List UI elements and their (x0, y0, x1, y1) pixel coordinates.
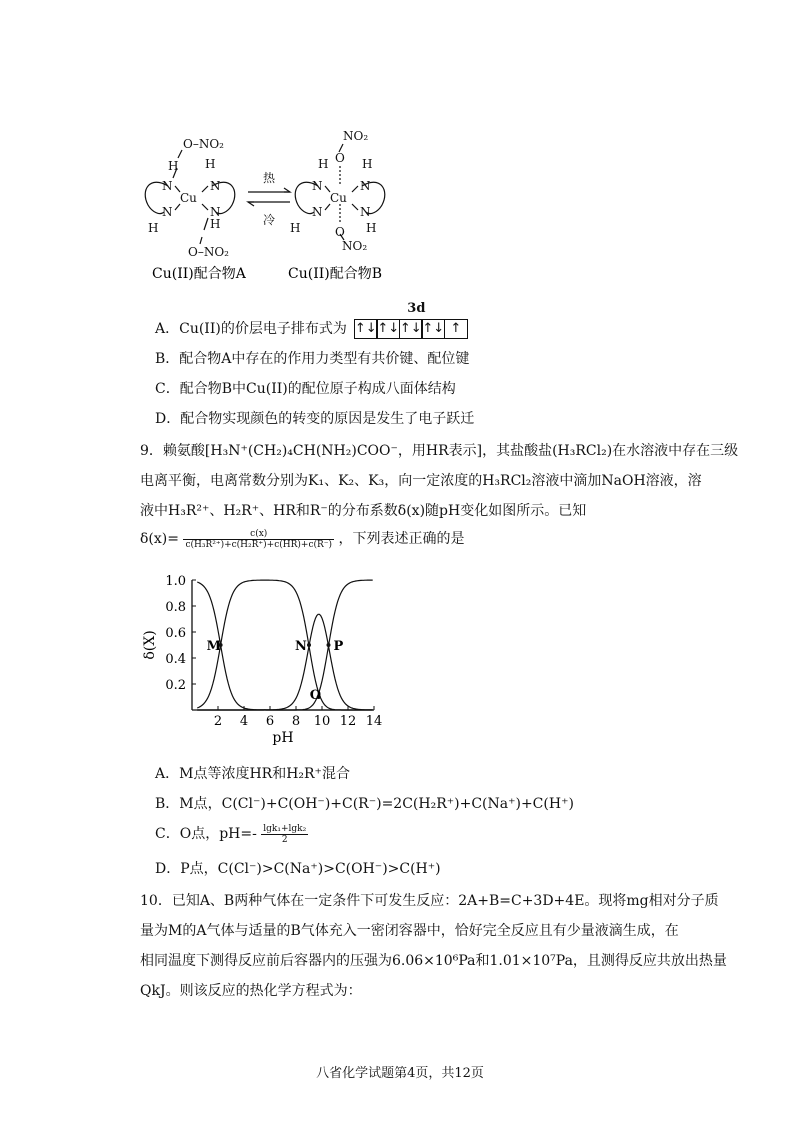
point-label-m: M (206, 639, 221, 654)
delta-fraction (183, 529, 334, 550)
complex-a-o-no2-bottom: O–NO₂ (188, 245, 229, 259)
complex-b-h2: H (362, 157, 373, 171)
orbital-box: ↑↓ (376, 319, 400, 339)
q9-option-c-denominator: 2 (281, 834, 288, 845)
arrow-cold-label: 冷 (263, 213, 276, 227)
x-tick-label: 6 (265, 714, 275, 729)
complex-b-n4: N (360, 205, 371, 219)
complex-a-n2: N (210, 179, 221, 193)
complex-a-h3: H (148, 221, 159, 235)
q9-option-c-text: C．O点，pH=- (155, 826, 257, 842)
complex-b-n2: N (360, 179, 371, 193)
delta-tail: ，下列表述正确的是 (338, 531, 465, 547)
complex-b-no2-bottom: NO₂ (342, 239, 368, 253)
y-tick-label: 0.6 (165, 626, 186, 641)
complex-a-n4: N (210, 205, 221, 219)
orbital-diagram (354, 301, 468, 339)
point-label-o: O (309, 688, 322, 703)
distribution-chart (140, 570, 400, 750)
complex-b-o-bottom: O (335, 225, 345, 239)
delta-numerator: c(x) (183, 529, 334, 540)
point-marker (307, 643, 311, 647)
complex-a-label: Cu(II)配合物A (152, 266, 246, 282)
q10-line-2: 量为M的A气体与适量的B气体充入一密闭容器中，恰好完全反应且有少量液滴生成，在 (140, 923, 679, 939)
q9-option-b: B．M点，C(Cl⁻)+C(OH⁻)+C(R⁻)=2C(H₂R⁺)+C(Na⁺)+C(H⁺) (155, 796, 574, 812)
page-footer: 八省化学试题第4页，共12页 (316, 1066, 484, 1081)
q9-line-1: 9．赖氨酸[H₃N⁺(CH₂)₄CH(NH₂)COO⁻，用HR表示]，其盐酸盐(H₃RCl₂)在水溶液中存在三级 (140, 443, 739, 459)
y-tick-label: 0.4 (165, 652, 186, 667)
orbital-3d-label: 3d (407, 301, 426, 316)
complex-a-h2: H (205, 157, 216, 171)
point-marker (327, 643, 331, 647)
q8-option-d: D．配合物实现颜色的转变的原因是发生了电子跃迁 (155, 411, 475, 427)
q10-line-3: 相同温度下测得反应前后容器内的压强为6.06×10⁶Pa和1.01×10⁷Pa，且测得反应共放出热量 (140, 953, 727, 969)
point-label-p: P (333, 639, 344, 654)
q9-option-a: A．M点等浓度HR和H₂R⁺混合 (155, 766, 350, 782)
orbital-box: ↑↓ (354, 319, 378, 339)
complex-a-h1: H (168, 159, 179, 173)
complex-diagram (130, 120, 420, 285)
x-tick-label: 12 (339, 714, 357, 729)
x-tick-label: 14 (365, 714, 383, 729)
y-tick-label: 1.0 (165, 574, 186, 589)
q8-option-a (155, 301, 468, 339)
q9-option-c-fraction (261, 824, 308, 845)
complex-b-label: Cu(II)配合物B (288, 266, 383, 282)
series-line-4 (197, 580, 373, 710)
y-tick-label: 0.8 (165, 600, 186, 615)
q9-option-c-numerator: lgk₁+lgk₂ (263, 823, 307, 834)
y-tick-label: 0.2 (165, 678, 186, 693)
q9-line-2: 电离平衡，电离常数分别为K₁、K₂、K₃，向一定浓度的H₃RCl₂溶液中滴加NaOH溶液，溶 (140, 473, 702, 489)
x-tick-label: 8 (291, 714, 301, 729)
orbital-box: ↑↓ (421, 319, 445, 339)
x-tick-label: 10 (313, 714, 331, 729)
x-axis-label: pH (272, 730, 294, 746)
orbital-box: ↑ (444, 319, 468, 339)
complex-b-h1: H (318, 157, 329, 171)
q9-option-d: D．P点，C(Cl⁻)>C(Na⁺)>C(OH⁻)>C(H⁺) (155, 861, 441, 877)
delta-denominator: c(H₃R²⁺)+c(H₂R⁺)+c(HR)+c(R⁻) (185, 539, 333, 550)
complex-b-h3: H (290, 221, 301, 235)
delta-lhs: δ(x)= (140, 531, 179, 547)
q9-line-3: 液中H₃R²⁺、H₂R⁺、HR和R⁻的分布系数δ(x)随pH变化如图所示。已知 (140, 503, 587, 519)
q8-option-a-text: A．Cu(II)的价层电子排布式为 (155, 321, 347, 337)
x-tick-label: 4 (239, 714, 249, 729)
series-line-2 (197, 580, 373, 710)
complex-b-cu: Cu (330, 191, 347, 205)
x-tick-label: 2 (213, 714, 223, 729)
q10-line-1: 10．已知A、B两种气体在一定条件下可发生反应：2A+B=C+3D+4E。现将mg相对分子质 (140, 893, 719, 909)
complex-a-n3: N (162, 205, 173, 219)
q10-line-4: QkJ。则该反应的热化学方程式为： (140, 983, 362, 999)
complex-a-h4: H (210, 217, 221, 231)
q8-option-b: B．配合物A中存在的作用力类型有共价键、配位键 (155, 351, 470, 367)
complex-a-cu: Cu (180, 191, 197, 205)
complex-b-n3: N (312, 205, 323, 219)
point-label-n: N (295, 639, 307, 654)
y-axis-label: δ(X) (142, 630, 158, 660)
complex-b-n1: N (312, 179, 323, 193)
q9-option-c (155, 823, 308, 845)
complex-b-o-top: O (335, 151, 345, 165)
q8-option-c: C．配合物B中Cu(II)的配位原子构成八面体结构 (155, 381, 456, 397)
complex-a-o-no2-top: O–NO₂ (183, 137, 224, 151)
arrow-heat-label: 热 (263, 171, 276, 185)
orbital-box: ↑↓ (399, 319, 423, 339)
q9-delta-definition (140, 528, 465, 550)
complex-b-no2-top: NO₂ (343, 129, 369, 143)
complex-b-h4: H (366, 221, 377, 235)
series-line-1 (197, 582, 373, 710)
complex-a-n1: N (162, 179, 173, 193)
